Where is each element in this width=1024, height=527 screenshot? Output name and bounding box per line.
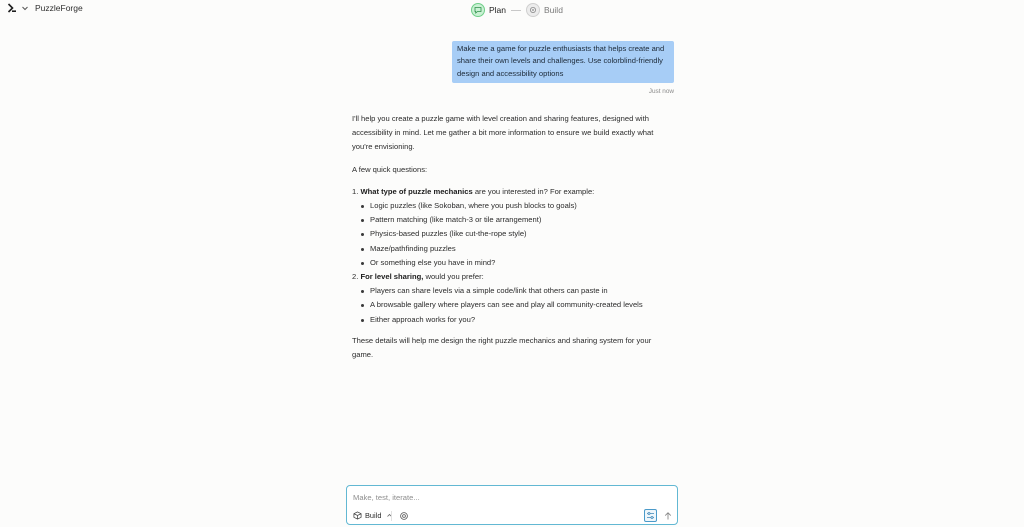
list-item: Pattern matching (like match-3 or tile arrangement) [361,213,674,227]
list-item: Logic puzzles (like Sokoban, where you push blocks to goals) [361,199,674,213]
question-item [352,185,674,270]
assistant-closing: These details will help me design the right puzzle mechanics and sharing system for your game. [352,335,652,360]
step-build-label: Build [544,5,563,15]
list-item: Physics-based puzzles (like cut-the-rope style) [361,227,674,241]
toolbar-divider [391,511,392,521]
list-item: Or something else you have in mind? [361,256,674,270]
question-item [352,270,674,327]
question-number: 2. [352,272,359,282]
workflow-steps [471,2,563,18]
send-arrow-icon[interactable] [663,511,673,521]
question-number: 1. [352,186,359,196]
prompt-input[interactable] [353,490,653,504]
option-list [352,284,674,327]
sliders-icon [646,511,655,520]
cube-icon [353,511,362,520]
chat-bubble-icon [471,3,485,17]
assistant-message [352,112,674,370]
step-plan[interactable] [471,3,506,17]
app-logo-icon [7,3,17,13]
chevron-up-icon [386,512,393,519]
chevron-down-icon [21,4,29,12]
message-timestamp: Just now [648,88,674,95]
question-text: would you prefer: [423,272,484,282]
option-list [352,199,674,270]
question-list [352,185,674,327]
step-connector [511,10,521,11]
assistant-intro: I'll help you create a puzzle game with level creation and sharing features, designed with accessibility in mind. Let me gather a bit more information to ensure we build exactly what you're envisioning. [352,114,654,152]
top-bar [0,0,1024,22]
paperclip-icon[interactable] [399,511,409,521]
step-build[interactable] [526,3,563,17]
step-plan-label: Plan [489,5,507,15]
build-icon [526,3,540,17]
settings-toggle-button[interactable] [644,509,657,522]
mode-label: Build [365,511,382,520]
project-name: PuzzleForge [35,3,83,13]
list-item: A browsable gallery where players can see and play all community-created levels [361,298,674,312]
message-composer [346,485,678,525]
question-text: are you interested in? For example: [472,186,595,196]
assistant-lead: A few quick questions: [352,164,428,174]
mode-selector-button[interactable] [353,511,393,520]
list-item: Players can share levels via a simple code/link that others can paste in [361,284,674,298]
user-message-bubble: Make me a game for puzzle enthusiasts that helps create and share their own levels and challenges. Use colorblind-friendly design and accessibility options [452,41,674,83]
list-item: Maze/pathfinding puzzles [361,242,674,256]
question-emphasis: What type of puzzle mechanics [360,186,473,196]
project-switcher[interactable] [7,3,83,13]
list-item: Either approach works for you? [361,313,674,327]
question-emphasis: For level sharing, [360,272,424,282]
